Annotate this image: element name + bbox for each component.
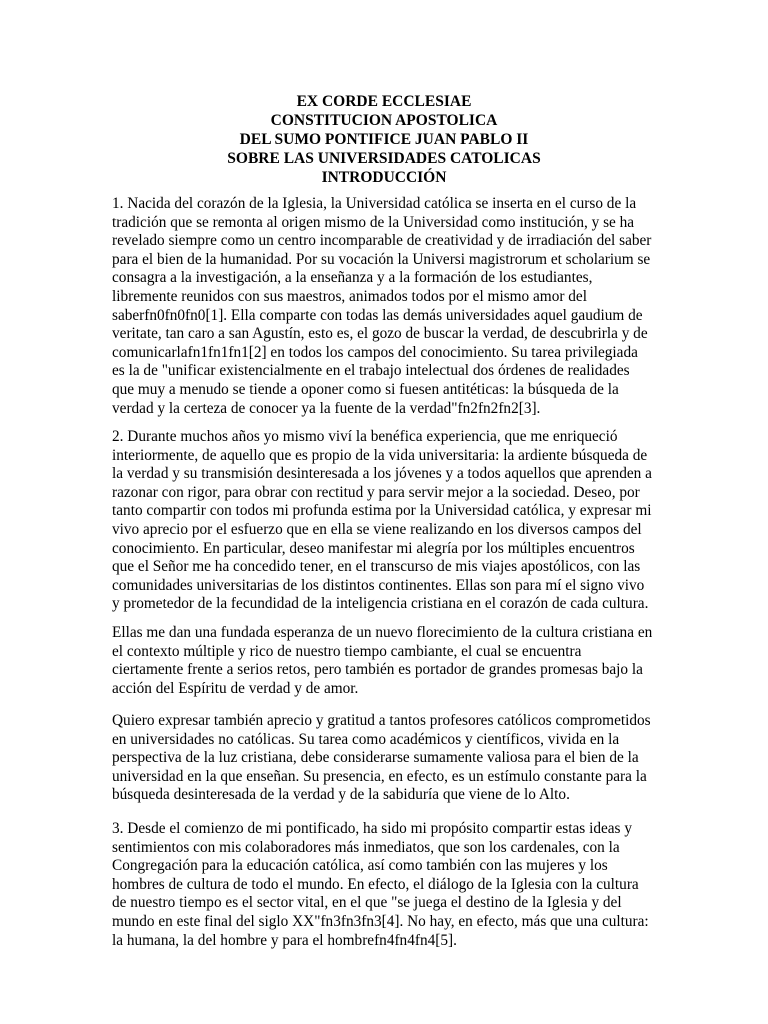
text-line: la verdad y su transmisión desinteresada a los jóvenes y a todos aquellos que aprenden a [112,465,652,483]
text-line: Ellas me dan una fundada esperanza de un nuevo florecimiento de la cultura cristiana en [112,624,653,641]
text-line: Quiero expresar también aprecio y gratitud a tantos profesores católicos comprometidos [112,712,651,729]
title-line: CONSTITUCION APOSTOLICA [270,112,498,129]
title-line: SOBRE LAS UNIVERSIDADES CATOLICAS [227,150,541,167]
text-line: conocimiento. En particular, deseo manifestar mi alegría por los múltiples encuentros [112,539,635,557]
text-line: vivo aprecio por el esfuerzo que en ella se viene realizando en los diversos campos del [112,520,642,538]
text-line: revelado siempre como un centro incomparable de creatividad y de irradiación del saber [112,232,652,250]
text-line: 3. Desde el comienzo de mi pontificado, ha sido mi propósito compartir estas ideas y [112,820,632,837]
text-line: sentimientos con mis colaboradores más inmediatos, que son los cardenales, con la [112,838,620,856]
text-line: es la de "unificar existencialmente en el trabajo intelectual dos órdenes de realidades [112,362,630,380]
text-line: libremente reunidos con sus maestros, animados todos por el mismo amor del [112,287,587,305]
text-line: ciertamente frente a serios retos, pero también es portador de grandes promesas bajo la [112,661,643,679]
text-line: comunidades universitarias de los distintos continentes. Ellas son para mí el signo vivo [112,576,645,594]
text-line: razonar con rigor, para obrar con rectitud y para servir mejor a la sociedad. Deseo, por [112,483,640,501]
title-line: DEL SUMO PONTIFICE JUAN PABLO II [239,131,529,148]
text-line: hombres de cultura de todo el mundo. En efecto, el diálogo de la Iglesia con la cultura [112,875,639,893]
text-line: tanto compartir con todos mi profunda estima por la Universidad católica, y expresar mi [112,502,652,520]
text-line: veritate, tan caro a san Agustín, esto es, el gozo de buscar la verdad, de descubrirla y de [112,325,648,343]
text-line: 2. Durante muchos años yo mismo viví la benéfica experiencia, que me enriqueció [112,428,618,445]
text-line: la humana, la del hombre y para el hombrefn4fn4fn4[5]. [112,931,457,949]
title-line: EX CORDE ECCLESIAE [296,93,472,110]
text-line: perspectiva de la luz cristiana, debe considerarse sumamente valiosa para el bien de la [112,749,639,767]
text-line: en universidades no católicas. Su tarea como académicos y científicos, vivida en la [112,730,620,748]
text-line: búsqueda desinteresada de la verdad y de la sabiduría que viene de lo Alto. [112,786,570,804]
text-line: comunicarlafn1fn1fn1[2] en todos los campos del conocimiento. Su tarea privilegiada [112,343,638,361]
text-line: de nuestro tiempo es el sector vital, en el que "se juega el destino de la Iglesia y del [112,894,622,912]
text-line: tradición que se remonta al origen mismo de la Universidad como institución, y se ha [112,213,635,231]
text-line: verdad y la certeza de conocer ya la fuente de la verdad"fn2fn2fn2[3]. [112,399,541,417]
text-line: Congregación para la educación católica, así como también con las mujeres y los [112,857,608,875]
paragraph-4 [112,712,672,805]
paragraph-5 [112,820,672,950]
text-line: para el bien de la humanidad. Por su vocación la Universi magistrorum et scholarium se [112,250,651,268]
text-line: saberfn0fn0fn0[1]. Ella comparte con todas las demás universidades aquel gaudium de [112,306,643,324]
text-line: que muy a menudo se tiende a oponer como si fuesen antitéticas: la búsqueda de la [112,380,619,398]
text-line: interiormente, de aquello que es propio de la vida universitaria: la ardiente búsqueda de [112,446,648,464]
text-line: que el Señor me ha concedido tener, en el transcurso de mis viajes apostólicos, con las [112,558,641,576]
text-line: consagra a la investigación, a la enseñanza y a la formación de los estudiantes, [112,269,593,287]
text-line: acción del Espíritu de verdad y de amor. [112,679,359,697]
paragraph-1 [112,195,672,418]
text-line: universidad en la que enseñan. Su presencia, en efecto, es un estímulo constante para la [112,767,647,785]
text-line: 1. Nacida del corazón de la Iglesia, la Universidad católica se inserta en el curso de la [112,195,637,212]
paragraph-3 [112,624,672,698]
section-heading: INTRODUCCIÓN [321,169,447,186]
text-line: el contexto múltiple y rico de nuestro tiempo cambiante, el cual se encuentra [112,642,582,660]
document-title [0,92,768,187]
paragraph-2 [112,428,672,614]
text-line: y prometedor de la fecundidad de la inteligencia cristiana en el corazón de cada cultura. [112,595,649,613]
text-line: mundo en este final del siglo XX"fn3fn3fn3[4]. No hay, en efecto, más que una cultura: [112,912,649,930]
